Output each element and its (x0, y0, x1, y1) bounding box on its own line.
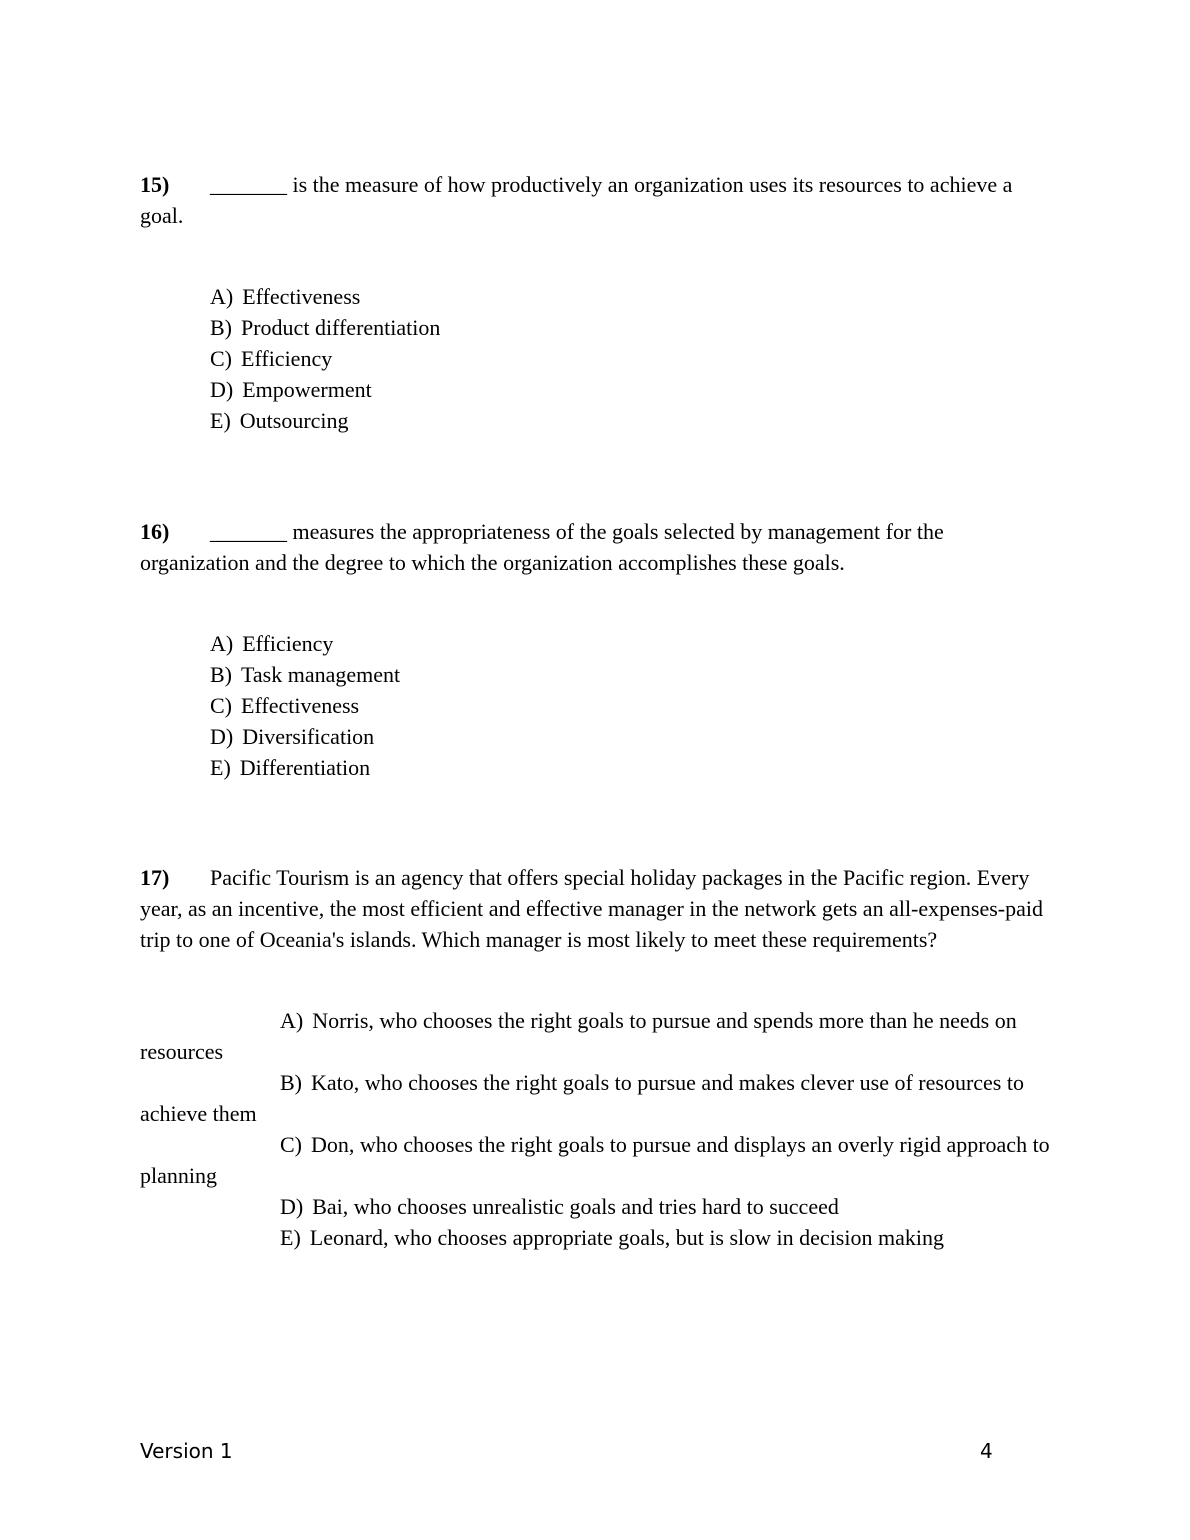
choice-text: Outsourcing (239, 408, 349, 433)
choice-letter: D) (280, 1194, 304, 1219)
choice-d (140, 721, 1050, 752)
choice-text: Diversification (242, 724, 375, 749)
choice-letter: C) (210, 346, 232, 371)
choice-e (140, 752, 1050, 783)
choice-text: Kato, who chooses the right goals to pursue and makes clever use of resources to achieve them (140, 1070, 1024, 1126)
choice-text: Efficiency (241, 346, 333, 371)
question-number: 17) (140, 865, 170, 890)
question-stem (140, 862, 1050, 955)
choice-letter: E) (210, 408, 231, 433)
choice-text: Differentiation (239, 755, 371, 780)
choice-letter: B) (280, 1070, 302, 1095)
choice-b (140, 1067, 1050, 1129)
choice-text: Bai, who chooses unrealistic goals and tries hard to succeed (312, 1194, 839, 1219)
footer-version: Version 1 (140, 1439, 233, 1463)
question-stem (140, 516, 1050, 578)
choice-text: Effectiveness (242, 284, 361, 309)
choice-letter: E) (280, 1225, 301, 1250)
question-17 (140, 862, 1050, 1253)
choice-text: Efficiency (242, 631, 334, 656)
choice-letter: B) (210, 315, 232, 340)
choice-c (140, 1129, 1050, 1191)
choice-a (140, 1005, 1050, 1067)
choice-text: Product differentiation (241, 315, 441, 340)
choice-text: Empowerment (242, 377, 372, 402)
choice-a (140, 281, 1050, 312)
choice-d (140, 1191, 1050, 1222)
choice-text: Effectiveness (241, 693, 360, 718)
choice-b (140, 312, 1050, 343)
choice-d (140, 374, 1050, 405)
choice-c (140, 343, 1050, 374)
question-16 (140, 516, 1050, 783)
question-number: 16) (140, 519, 170, 544)
choice-letter: A) (210, 631, 234, 656)
choice-e (140, 1222, 1050, 1253)
answer-choices (140, 1005, 1050, 1253)
question-15 (140, 169, 1050, 436)
choice-e (140, 405, 1050, 436)
choice-text: Leonard, who chooses appropriate goals, but is slow in decision making (309, 1225, 944, 1250)
choice-b (140, 659, 1050, 690)
question-text: _______ is the measure of how productively an organization uses its resources to achieve a goal. (140, 172, 1013, 228)
footer-page-number: 4 (980, 1439, 993, 1463)
choice-letter: D) (210, 724, 234, 749)
choice-text: Norris, who chooses the right goals to pursue and spends more than he needs on resources (140, 1008, 1017, 1064)
choice-letter: A) (210, 284, 234, 309)
question-number: 15) (140, 172, 170, 197)
choice-c (140, 690, 1050, 721)
choice-text: Don, who chooses the right goals to pursue and displays an overly rigid approach to planning (140, 1132, 1050, 1188)
choice-a (140, 628, 1050, 659)
choice-letter: E) (210, 755, 231, 780)
choice-text: Task management (241, 662, 401, 687)
question-text: Pacific Tourism is an agency that offers special holiday packages in the Pacific region. Every year, as an incentive, the most efficient and effective manager in the network gets an all-expenses-paid trip to one of Oceania's islands. Which manager is most likely to meet these requirements? (140, 865, 1043, 952)
answer-choices (140, 628, 1050, 783)
choice-letter: C) (280, 1132, 302, 1157)
choice-letter: D) (210, 377, 234, 402)
question-stem (140, 169, 1050, 231)
answer-choices (140, 281, 1050, 436)
choice-letter: C) (210, 693, 232, 718)
choice-letter: B) (210, 662, 232, 687)
question-text: _______ measures the appropriateness of the goals selected by management for the organization and the degree to which the organization accomplishes these goals. (140, 519, 944, 575)
choice-letter: A) (280, 1008, 304, 1033)
